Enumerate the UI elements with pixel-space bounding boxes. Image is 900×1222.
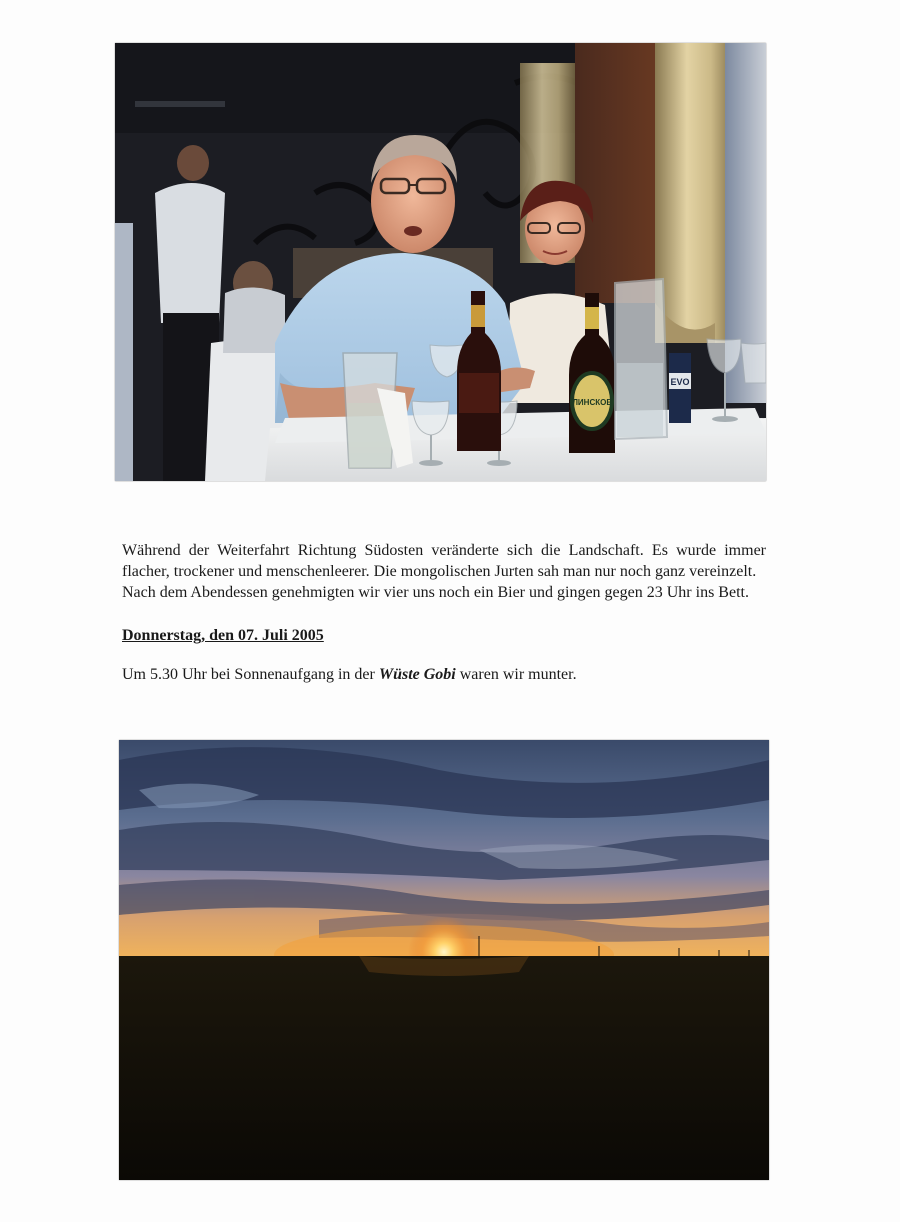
- sunrise-illustration: [119, 740, 769, 1180]
- can-label-text: EVO: [670, 377, 690, 387]
- dining-car-illustration: [115, 43, 766, 481]
- dining-car-photo: [115, 43, 766, 481]
- bottle-label-text: ЛИНСКОЕ: [572, 398, 612, 407]
- gobi-sunrise-photo: [119, 740, 769, 1180]
- gobi-emphasis: Wüste Gobi: [378, 666, 456, 683]
- narrative-text: [122, 540, 766, 685]
- sunrise-text-after: waren wir munter.: [455, 666, 577, 683]
- paragraph-evening: Nach dem Abendessen genehmigten wir vier uns noch ein Bier und gingen gegen 23 Uhr ins Bett.: [122, 584, 749, 601]
- paragraph-landscape: Während der Weiterfahrt Richtung Südosten veränderte sich die Landschaft. Es wurde immer flacher, trockener und menschenleerer. Die mongolischen Jurten sah man nur noch ganz vereinzelt.: [122, 542, 766, 580]
- date-heading: Donnerstag, den 07. Juli 2005: [122, 627, 324, 644]
- paragraph-sunrise: [122, 664, 766, 685]
- sunrise-text-before: Um 5.30 Uhr bei Sonnenaufgang in der: [122, 666, 379, 683]
